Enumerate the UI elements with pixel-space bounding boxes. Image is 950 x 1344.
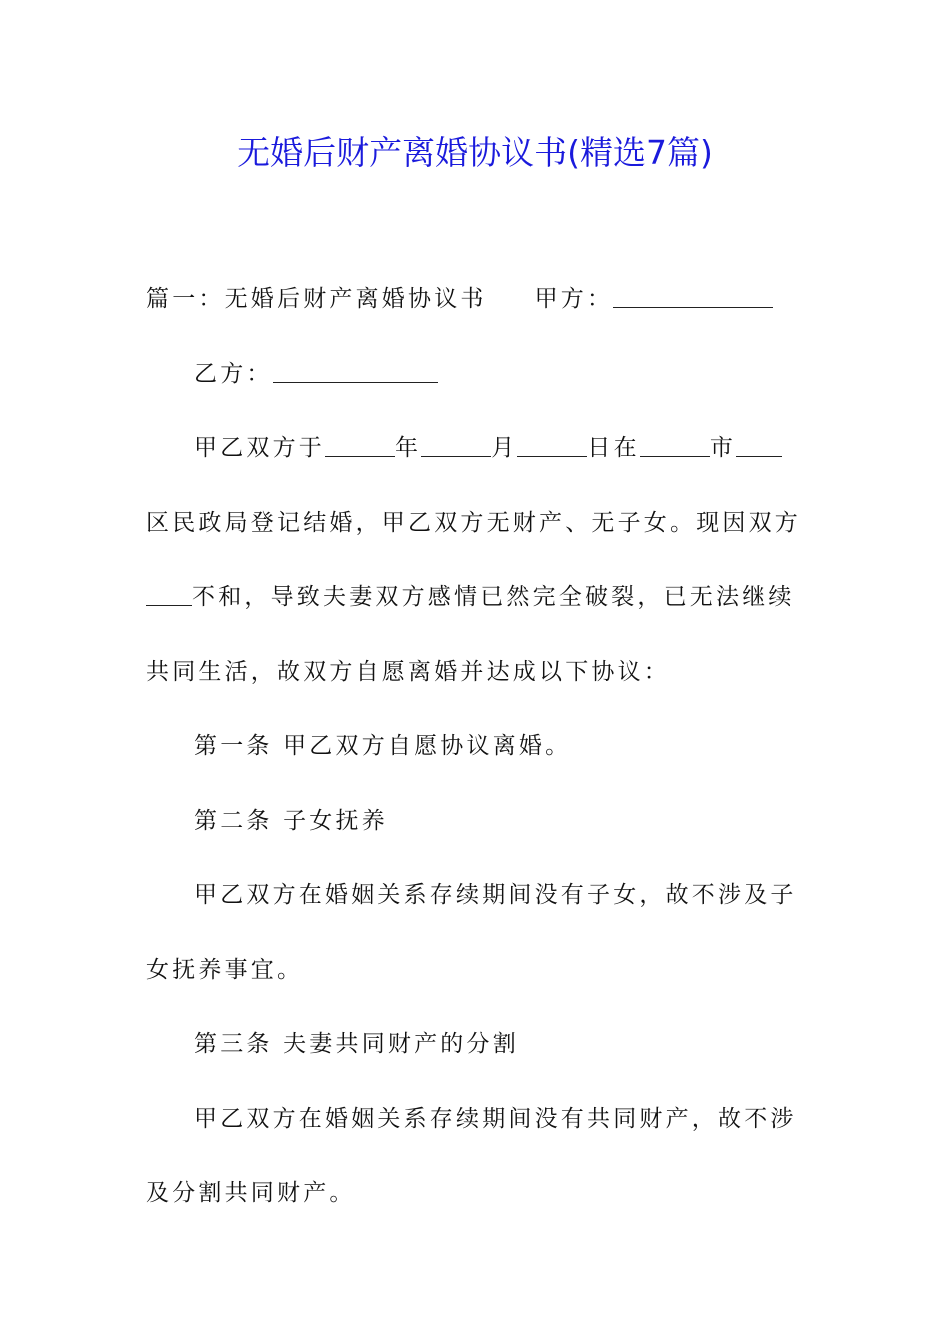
day-blank (517, 433, 587, 457)
article-two-heading: 第二条 子女抚养 (194, 807, 388, 834)
text-segment: 市 (709, 435, 737, 461)
city-blank (640, 433, 710, 457)
article-three-heading: 第三条 夫妻共同财产的分割 (194, 1031, 519, 1057)
document-title: 无婚后财产离婚协议书(精选7篇) (237, 133, 713, 172)
party-b-blank (273, 359, 438, 383)
year-blank (325, 433, 395, 457)
article-one: 第一条 甲乙双方自愿协议离婚。 (194, 733, 572, 759)
marriage-registration-paragraph (146, 411, 806, 709)
text-segment: 区民政局登记结婚，甲乙双方无财产、无子女。现因双方 (146, 509, 801, 536)
text-segment: 不和，导致夫妻双方感情已然完全破裂，已无法继续共同生活，故双方自愿离婚并达成以下协议： (146, 584, 795, 685)
section-heading: 篇一：无婚后财产离婚协议书 (146, 286, 487, 312)
section-heading-line (146, 262, 806, 337)
document-body (146, 262, 806, 1231)
party-b-label: 乙方： (194, 360, 273, 387)
month-blank (421, 433, 491, 457)
text-segment: 甲乙双方于 (194, 435, 325, 461)
district-blank (736, 433, 782, 457)
article-three-body: 甲乙双方在婚姻关系存续期间没有共同财产，故不涉及分割共同财产。 (146, 1105, 797, 1206)
text-segment: 月 (491, 435, 518, 461)
text-segment: 年 (395, 435, 422, 461)
article-two-body: 甲乙双方在婚姻关系存续期间没有子女，故不涉及子女抚养事宜。 (146, 882, 797, 983)
party-b-line (146, 337, 806, 412)
text-segment: 日在 (587, 435, 640, 461)
party-a-label: 甲方： (534, 286, 614, 312)
party-a-blank (613, 284, 773, 308)
reason-blank (146, 582, 192, 606)
